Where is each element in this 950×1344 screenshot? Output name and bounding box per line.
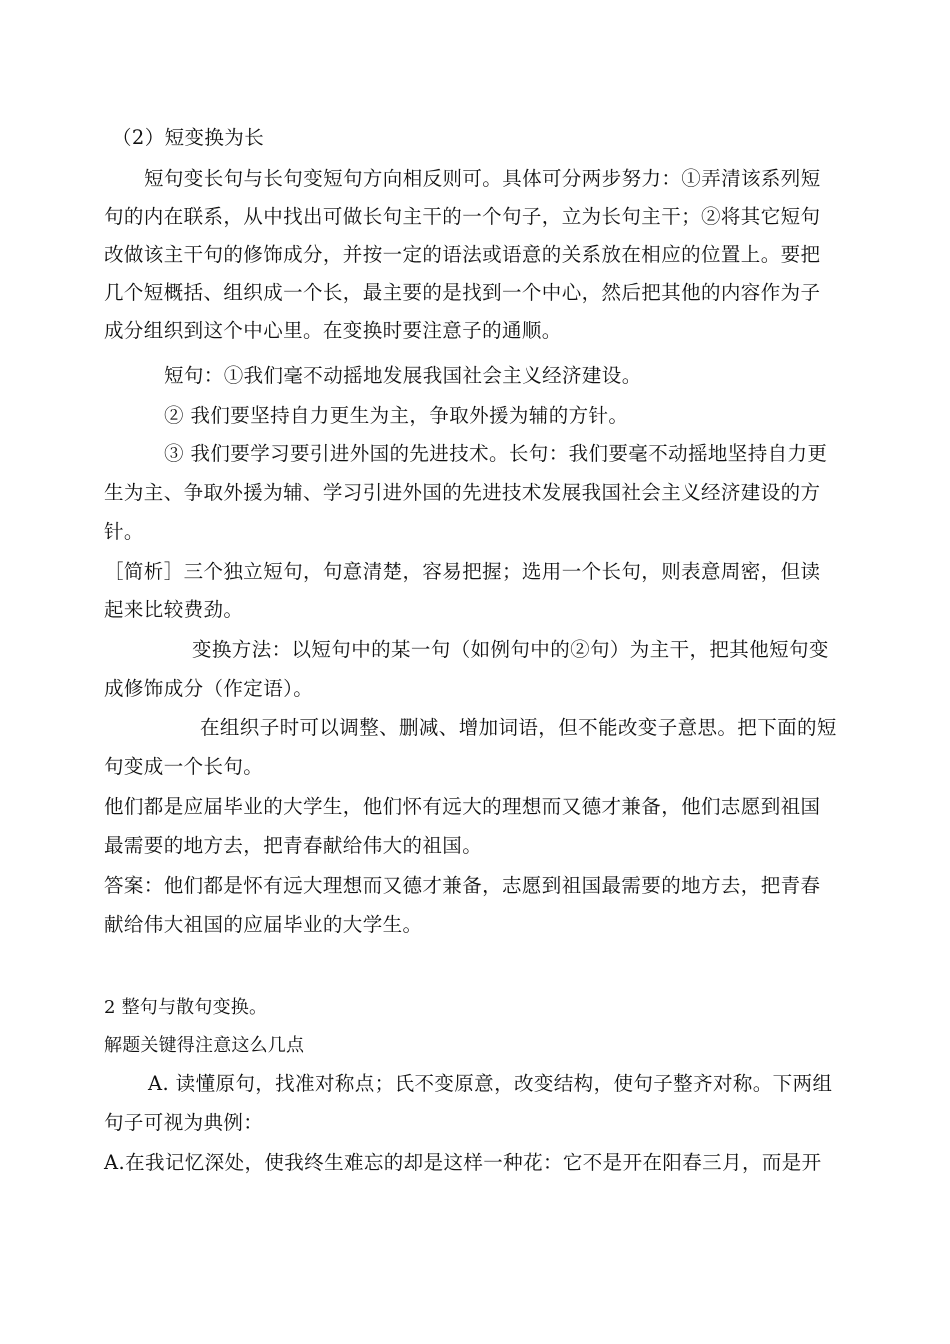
intro-line: 改做该主干句的修饰成分，并按一定的语法或语意的关系放在相应的位置上。要把 (104, 243, 821, 266)
intro-line: 几个短概括、组织成一个长，最主要的是找到一个中心，然后把其他的内容作为子 (104, 281, 821, 304)
method-line: 变换方法：以短句中的某一句（如例句中的②句）为主干，把其他短句变 (192, 638, 829, 661)
section2-heading: 2 整句与散句变换。 (104, 997, 268, 1018)
example-line: 短句：①我们毫不动摇地发展我国社会主义经济建设。 (164, 364, 642, 387)
analysis-line: 起来比较费劲。 (104, 598, 244, 621)
exercise-line: 句变成一个长句。 (104, 755, 264, 778)
section2-point-line: 句子可视为典例： (104, 1111, 264, 1134)
analysis-line: ［简析］三个独立短句，句意清楚，容易把握；选用一个长句，则表意周密，但读 (104, 560, 821, 583)
question-line: 他们都是应届毕业的大学生，他们怀有远大的理想而又德才兼备，他们志愿到祖国 (104, 795, 821, 818)
section2-subheading: 解题关键得注意这么几点 (104, 1035, 305, 1056)
example-line: 生为主、争取外援为辅、学习引进外国的先进技术发展我国社会主义经济建设的方 (104, 481, 821, 504)
intro-line: 句的内在联系，从中找出可做长句主干的一个句子，立为长句主干；②将其它短句 (104, 205, 821, 228)
answer-line: 献给伟大祖国的应届毕业的大学生。 (104, 913, 423, 936)
exercise-line: 在组织子时可以调整、删减、增加词语，但不能改变子意思。把下面的短 (200, 716, 837, 739)
intro-line: 成分组织到这个中心里。在变换时要注意子的通顺。 (104, 319, 562, 342)
section2-example-line: A.在我记忆深处，使我终生难忘的却是这样一种花：它不是开在阳春三月，而是开 (104, 1151, 822, 1174)
intro-line: 短句变长句与长句变短句方向相反则可。具体可分两步努力：①弄清该系列短 (144, 167, 821, 190)
question-line: 最需要的地方去，把青春献给伟大的祖国。 (104, 834, 483, 857)
answer-line: 答案：他们都是怀有远大理想而又德才兼备，志愿到祖国最需要的地方去，把青春 (104, 874, 821, 897)
example-line: ② 我们要坚持自力更生为主，争取外援为辅的方针。 (164, 404, 629, 427)
example-line: 针。 (104, 520, 144, 543)
example-line: ③ 我们要学习要引进外国的先进技术。长句：我们要毫不动摇地坚持自力更 (164, 442, 828, 465)
section2-point-line: A. 读懂原句，找准对称点；氏不变原意，改变结构，使句子整齐对称。下两组 (148, 1072, 833, 1095)
method-line: 成修饰成分（作定语）。 (104, 677, 314, 700)
section-heading: （2）短变换为长 (112, 126, 265, 149)
